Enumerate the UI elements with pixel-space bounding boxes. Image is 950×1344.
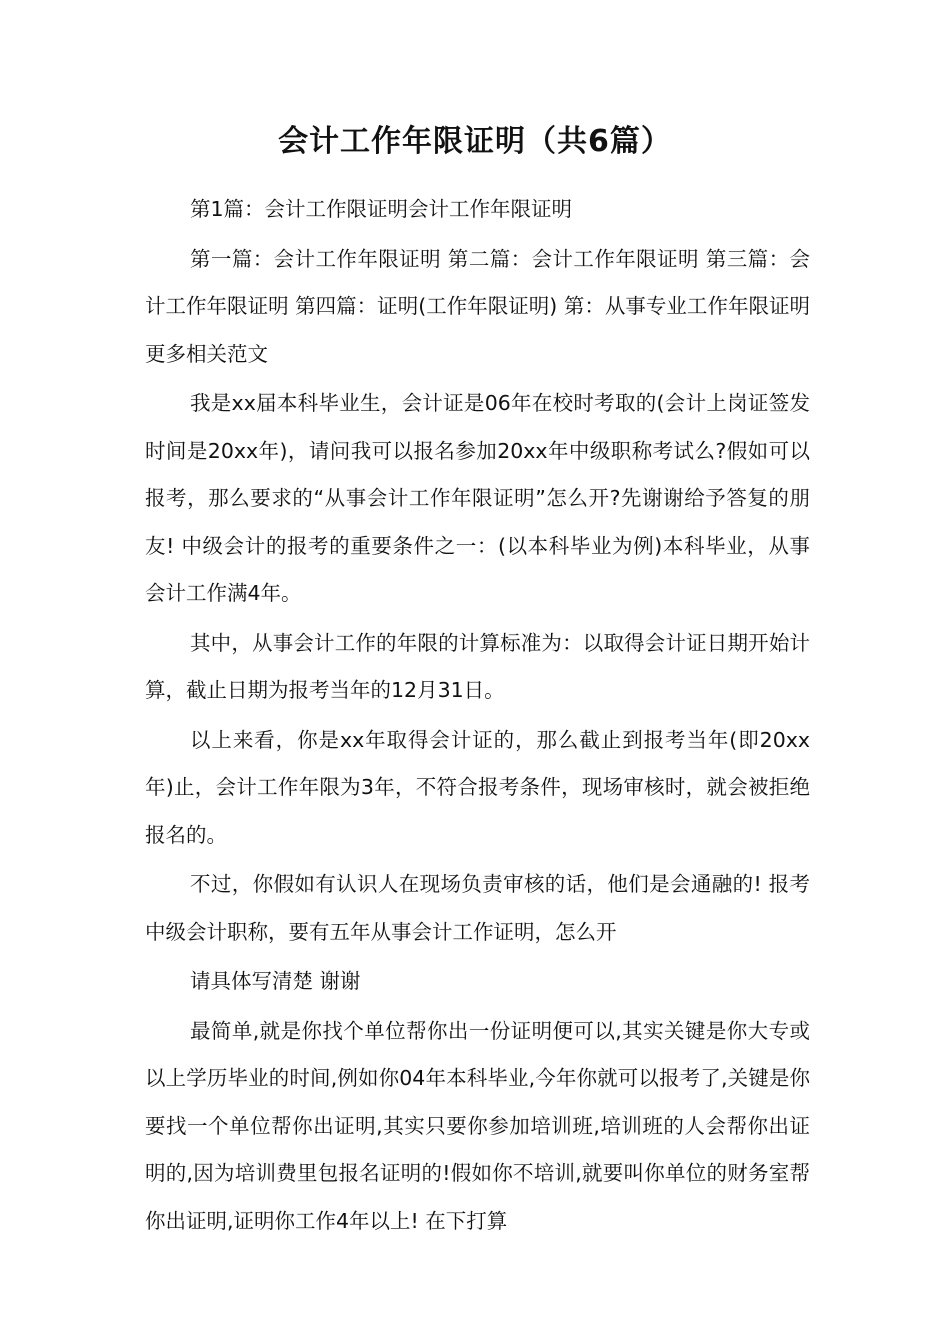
paragraph: 第1篇：会计工作限证明会计工作年限证明 [190, 197, 573, 221]
paragraph: 请具体写清楚 谢谢 [190, 969, 361, 993]
paragraph: 我是xx届本科毕业生，会计证是06年在校时考取的(会计上岗证签发时间是20xx年)，请问我可以报名参加20xx年中级职称考试么?假如可以报考，那么要求的“从事会计工作年限证明”怎么开?先谢谢给予答复的朋友! 中级会计的报考的重要条件之一：(以本科毕业为例)本科毕业，从事会计工作满4年。 [145, 391, 810, 605]
document-body [145, 186, 810, 1247]
paragraph: 以上来看，你是xx年取得会计证的，那么截止到报考当年(即20xx年)止，会计工作年限为3年，不符合报考条件，现场审核时，就会被拒绝报名的。 [145, 727, 810, 847]
paragraph: 最简单,就是你找个单位帮你出一份证明便可以,其实关键是你大专或以上学历毕业的时间,例如你04年本科毕业,今年你就可以报考了,关键是你要找一个单位帮你出证明,其实只要你参加培训班,培训班的人会帮你出证明的,因为培训费里包报名证明的!假如你不培训,就要叫你单位的财务室帮你出证明,证明你工作4年以上! 在下打算 [145, 1018, 810, 1233]
document-title: 会计工作年限证明（共6篇） [278, 124, 672, 159]
paragraph: 第一篇：会计工作年限证明 第二篇：会计工作年限证明 第三篇：会计工作年限证明 第四篇：证明(工作年限证明) 第：从事专业工作年限证明 更多相关范文 [145, 246, 810, 366]
paragraph: 不过，你假如有认识人在现场负责审核的话，他们是会通融的! 报考中级会计职称，要有五年从事会计工作证明，怎么开 [145, 872, 810, 944]
paragraph: 其中，从事会计工作的年限的计算标准为：以取得会计证日期开始计算，截止日期为报考当年的12月31日。 [145, 630, 810, 702]
